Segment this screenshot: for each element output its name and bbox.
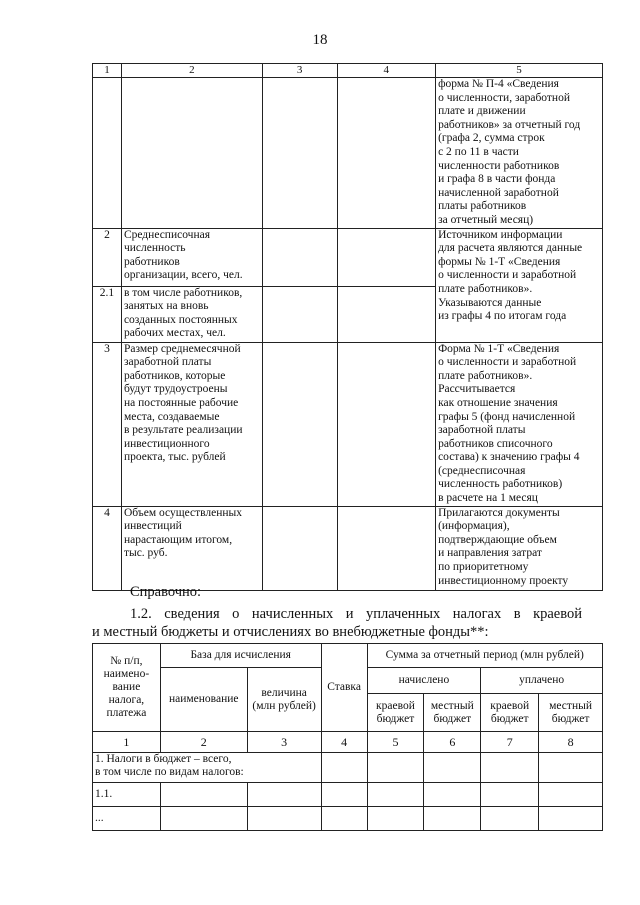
empty-cell [481,783,539,807]
source-cell [436,78,603,229]
text-line: с 2 по 11 в части [438,145,519,158]
empty-cell [424,807,481,831]
text-line: налога, [108,694,145,706]
header-base-value [247,668,321,732]
text-line: места, создаваемые [123,410,220,423]
column-header: 1 [93,64,122,78]
text-line: в том числе по видам налогов: [95,766,244,778]
header-accrued-regional [367,694,424,732]
reference-label: Справочно: [130,584,202,600]
column-number: 3 [247,732,321,753]
text-line: инвестиций [123,520,182,533]
text-line: местный [549,699,592,712]
empty-cell [262,286,337,342]
text-line: в том числе работников, [123,286,243,299]
indicator-name [121,342,262,506]
text-line: платежа [106,707,147,719]
text-line: (информация), [438,520,510,533]
text-line: (графа 2, сумма строк [438,132,545,145]
header-base: База для исчисления [160,644,321,668]
text-line: № п/п, [110,655,143,667]
text-line: по приоритетному [438,561,529,574]
empty-cell [539,807,603,831]
column-number: 2 [160,732,247,753]
text-line: Источником информации [438,228,563,241]
text-line: Указываются данные [438,296,542,309]
empty-cell [321,783,367,807]
empty-cell [367,753,424,783]
table-row [93,506,603,590]
text-line: состава) к значению графы 4 [438,451,580,464]
table-row [93,342,603,506]
text-line: из графы 4 по итогам года [438,310,567,323]
header-paid-local [539,694,603,732]
text-line: (млн рублей) [252,699,316,712]
empty-cell [337,228,436,286]
page-number: 18 [312,32,328,48]
column-header: 2 [121,64,262,78]
text-line: краевой [490,699,530,712]
text-line: о численности и заработной [438,356,577,369]
text-line: краевой [376,699,415,712]
text-line: за отчетный месяц) [438,213,534,226]
column-number: 8 [539,732,603,753]
text-line: местный [430,699,474,712]
text-line: инвестиционному проекту [438,574,569,587]
header-number-name [93,644,161,732]
text-line: о численности, заработной [438,91,570,104]
text-line: Прилагаются документы [438,506,560,519]
text-line: плате и движении [438,105,526,118]
table-row [93,753,603,783]
empty-cell [247,807,321,831]
table-row [93,78,603,229]
table-header-row [93,64,603,78]
text-line: численность [123,242,186,255]
column-number: 5 [367,732,424,753]
header-rate: Ставка [321,644,367,732]
text-line: о численности и заработной [438,269,577,282]
column-number: 6 [424,732,481,753]
empty-cell [337,286,436,342]
text-line: рабочих местах, чел. [123,327,226,340]
text-line: работников списочного [438,437,553,450]
text-line: Размер среднемесячной [123,342,241,355]
text-line: и графа 8 в части фонда [438,173,556,186]
table-header-row [93,644,603,668]
indicator-name [121,506,262,590]
header-paid: уплачено [481,668,603,694]
row-number: 2 [93,228,122,286]
section-heading-line-1: 1.2. сведения о начисленных и уплаченных налогах в краевой [130,606,582,622]
text-line: на постоянные рабочие [123,396,239,409]
text-line: бюджет [433,712,472,725]
empty-cell [262,342,337,506]
header-accrued-local [424,694,481,732]
text-line: Объем осуществленных [123,506,243,519]
text-line: проекта, тыс. рублей [123,451,226,464]
text-line: плате работников». [438,282,533,295]
text-line: нарастающим итогом, [123,533,233,546]
text-line: в результате реализации [123,424,243,437]
text-line: как отношение значения [438,396,558,409]
indicator-name [121,228,262,286]
indicators-table [92,63,603,591]
column-number: 7 [481,732,539,753]
text-line: бюджет [490,712,529,725]
text-line: плате работников». [438,369,533,382]
table-row [93,783,603,807]
text-line: величина [261,686,307,699]
empty-cell [337,506,436,590]
empty-cell [539,783,603,807]
empty-cell [367,783,424,807]
indicator-name [121,286,262,342]
text-line: заработной платы [123,356,212,369]
text-line: бюджет [551,712,590,725]
empty-cell [481,807,539,831]
row-number: 4 [93,506,122,590]
column-number: 1 [93,732,161,753]
empty-cell [539,753,603,783]
empty-cell [367,807,424,831]
text-line: графы 5 (фонд начисленной [438,410,576,423]
empty-cell [160,807,247,831]
row-number: 2.1 [93,286,122,342]
text-line: и направления затрат [438,547,542,560]
text-line: инвестиционного [123,437,210,450]
text-line: работников [123,255,180,268]
text-line: наимено- [103,668,150,680]
text-line: форма № П-4 «Сведения [438,78,559,90]
text-line: бюджет [376,712,415,725]
column-header: 5 [436,64,603,78]
empty-cell [321,753,367,783]
text-line: тыс. руб. [123,547,168,560]
text-line: созданных постоянных [123,313,238,326]
empty-cell [424,753,481,783]
indicator-name [121,78,262,229]
text-line: подтверждающие объем [438,533,557,546]
empty-cell [337,78,436,229]
text-line: Рассчитывается [438,383,516,396]
text-line: вание [112,681,141,693]
text-line: численности работников [438,159,560,172]
source-cell [436,342,603,506]
row-number: 3 [93,342,122,506]
text-line: заработной платы [438,424,526,437]
text-line: численность работников) [438,478,563,491]
header-base-name: наименование [160,668,247,732]
text-line: 1. Налоги в бюджет – всего, [95,753,232,765]
empty-cell [337,342,436,506]
header-paid-regional [481,694,539,732]
text-line: Среднесписочная [123,228,211,241]
empty-cell [262,78,337,229]
column-numbers-row [93,732,603,753]
empty-cell [262,506,337,590]
section-heading-line-2: и местный бюджеты и отчислениях во внебюджетные фонды**: [92,624,489,640]
text-line: (среднесписочная [438,464,526,477]
text-line: будут трудоустроены [123,383,228,396]
text-line: в расчете на 1 месяц [438,492,538,505]
source-cell [436,228,603,342]
text-line: работников» за отчетный год [438,118,581,131]
row-label: ... [93,807,161,831]
empty-cell [247,783,321,807]
empty-cell [321,807,367,831]
table-row [93,807,603,831]
empty-cell [424,783,481,807]
text-line: платы работников [438,200,527,213]
empty-cell [160,783,247,807]
column-header: 4 [337,64,436,78]
row-label: 1.1. [93,783,161,807]
empty-cell [262,228,337,286]
text-line: занятых на вновь [123,300,209,313]
column-number: 4 [321,732,367,753]
taxes-table [92,643,603,831]
text-line: для расчета являются данные [438,242,583,255]
column-header: 3 [262,64,337,78]
text-line: работников, которые [123,369,226,382]
source-cell [436,506,603,590]
text-line: Форма № 1-Т «Сведения [438,342,560,355]
taxes-total-label [93,753,322,783]
text-line: формы № 1-Т «Сведения [438,255,561,268]
header-sum: Сумма за отчетный период (млн рублей) [367,644,602,668]
empty-cell [481,753,539,783]
table-row [93,228,603,286]
header-accrued: начислено [367,668,481,694]
text-line: организации, всего, чел. [123,269,243,282]
text-line: начисленной заработной [438,186,559,199]
row-number [93,78,122,229]
